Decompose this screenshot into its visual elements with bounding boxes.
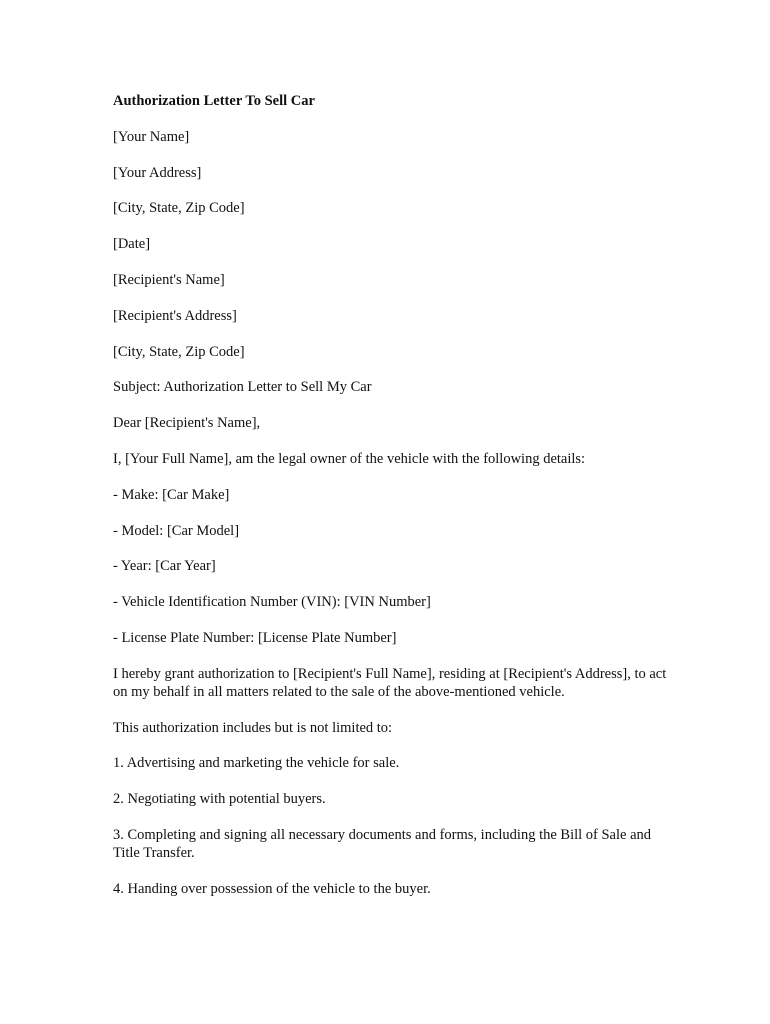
vehicle-vin: - Vehicle Identification Number (VIN): [VIN Number] (113, 594, 431, 611)
authorized-action-3: 3. Completing and signing all necessary documents and forms, including the Bill of Sale and Title Transfer. (113, 826, 652, 861)
letter-date: [Date] (113, 236, 151, 253)
document-title: Authorization Letter To Sell Car (113, 93, 315, 109)
intro-paragraph: I, [Your Full Name], am the legal owner of the vehicle with the following details: (113, 450, 586, 467)
vehicle-license-plate: - License Plate Number: [License Plate Number] (113, 629, 397, 646)
grant-paragraph: I hereby grant authorization to [Recipient's Full Name], residing at [Recipient's Address], to act on my behalf in all matters related to the sale of the above-mentioned vehicle. (113, 665, 667, 700)
authorized-action-4: 4. Handing over possession of the vehicle to the buyer. (113, 880, 431, 897)
authorized-action-2: 2. Negotiating with potential buyers. (113, 791, 326, 808)
vehicle-make: - Make: [Car Make] (113, 486, 230, 503)
recipient-city-state-zip: [City, State, Zip Code] (113, 343, 245, 360)
sender-name: [Your Name] (113, 128, 190, 145)
vehicle-model: - Model: [Car Model] (113, 522, 240, 539)
letter-body (113, 92, 673, 916)
recipient-name: [Recipient's Name] (113, 271, 225, 288)
vehicle-year: - Year: [Car Year] (113, 558, 216, 575)
authorized-action-1: 1. Advertising and marketing the vehicle for sale. (113, 755, 400, 772)
recipient-address: [Recipient's Address] (113, 307, 237, 324)
salutation: Dear [Recipient's Name], (113, 415, 261, 432)
subject-line: Subject: Authorization Letter to Sell My Car (113, 379, 372, 396)
sender-city-state-zip: [City, State, Zip Code] (113, 200, 245, 217)
sender-address: [Your Address] (113, 164, 202, 181)
includes-intro: This authorization includes but is not limited to: (113, 719, 393, 736)
